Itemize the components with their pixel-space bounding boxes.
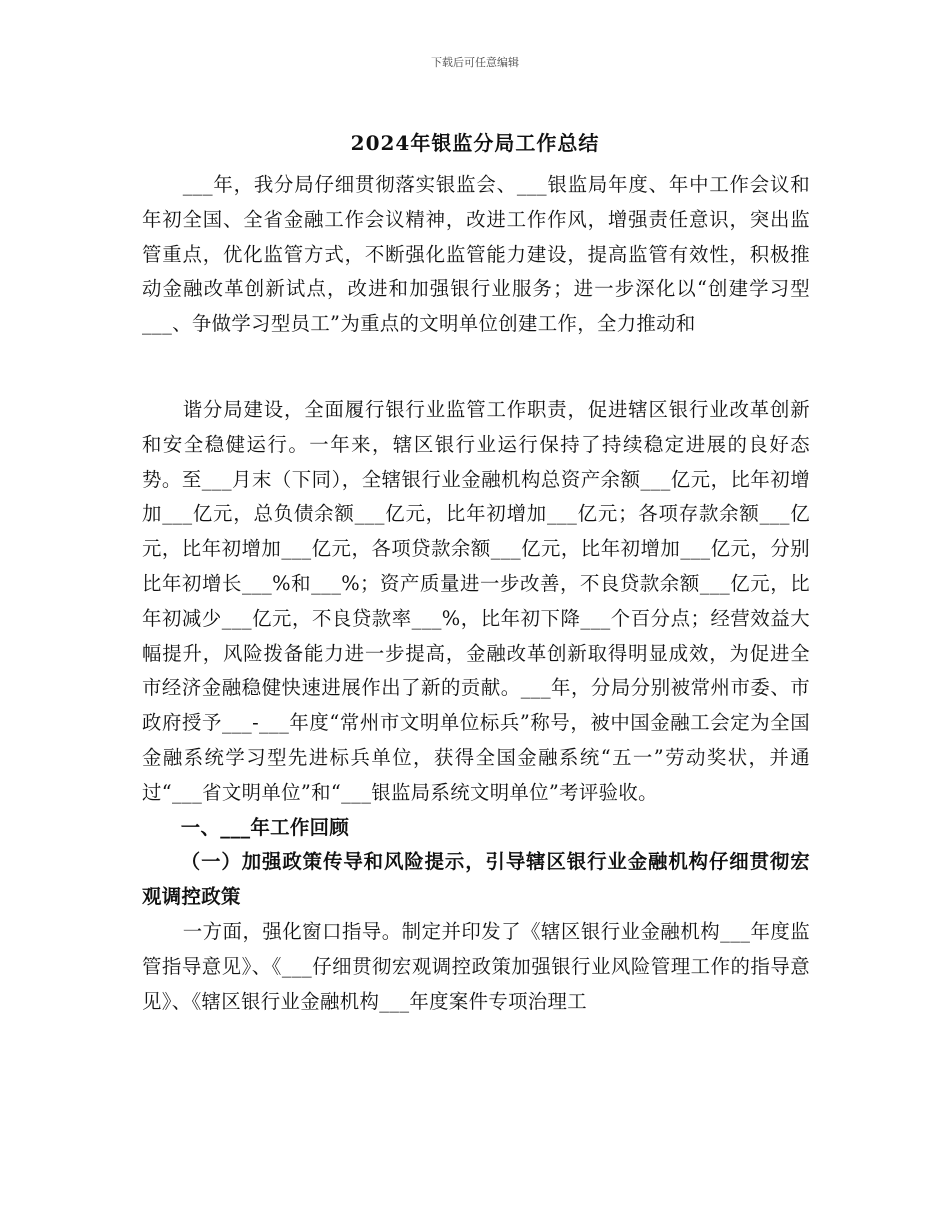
section-heading-review: 一、___年工作回顾 — [180, 815, 350, 839]
paragraph-summary: 谐分局建设，全面履行银行业监管工作职责，促进辖区银行业改革创新和安全稳健运行。一年来，辖区银行业运行保持了持续稳定进展的良好态势。至___月末（下同），全辖银行业金融机构总资产余额___亿元，比年初增加___亿元，总负债余额___亿元，比年初增加___亿元；各项存款余额___亿元，比年初增加___亿元，各项贷款余额___亿元，比年初增加___亿元，分别比年初增长___%和___%；资产质量进一步改善，不良贷款余额___亿元，比年初减少___亿元，不良贷款率___%，比年初下降___个百分点；经营效益大幅提升，风险拨备能力进一步提高，金融改革创新取得明显成效，为促进全市经济金融稳健快速进展作出了新的贡献。___年，分局分别被常州市委、市政府授予___-___年度“常州市文明单位标兵”称号，被中国金融工会定为全国金融系统学习型先进标兵单位，获得全国金融系统“五一”劳动奖状，并通过“___省文明单位”和“___银监局系统文明单位”考评验收。 — [142, 398, 810, 804]
document-title: 2024年银监分局工作总结 — [350, 131, 600, 155]
paragraph-window-guidance: 一方面，强化窗口指导。制定并印发了《辖区银行业金融机构___年度监管指导意见》、《___仔细贯彻宏观调控政策加强银行业风险管理工作的指导意见》、《辖区银行业金融机构___年度案件专项治理工 — [142, 919, 810, 1013]
intro-block — [142, 168, 810, 342]
subsection-heading-policy: （一）加强政策传导和风险提示，引导辖区银行业金融机构仔细贯彻宏观调控政策 — [142, 850, 810, 909]
paragraph-intro: ___年，我分局仔细贯彻落实银监会、___银监局年度、年中工作会议和年初全国、全省金融工作会议精神，改进工作作风，增强责任意识，突出监管重点，优化监管方式，不断强化监管能力建设，提高监管有效性，积极推动金融改革创新试点，改进和加强银行业服务；进一步深化以“创建学习型___、争做学习型员工”为重点的文明单位创建工作，全力推动和 — [142, 173, 810, 336]
main-block — [142, 393, 810, 1019]
page-header-note: 下载后可任意编辑 — [431, 56, 519, 69]
